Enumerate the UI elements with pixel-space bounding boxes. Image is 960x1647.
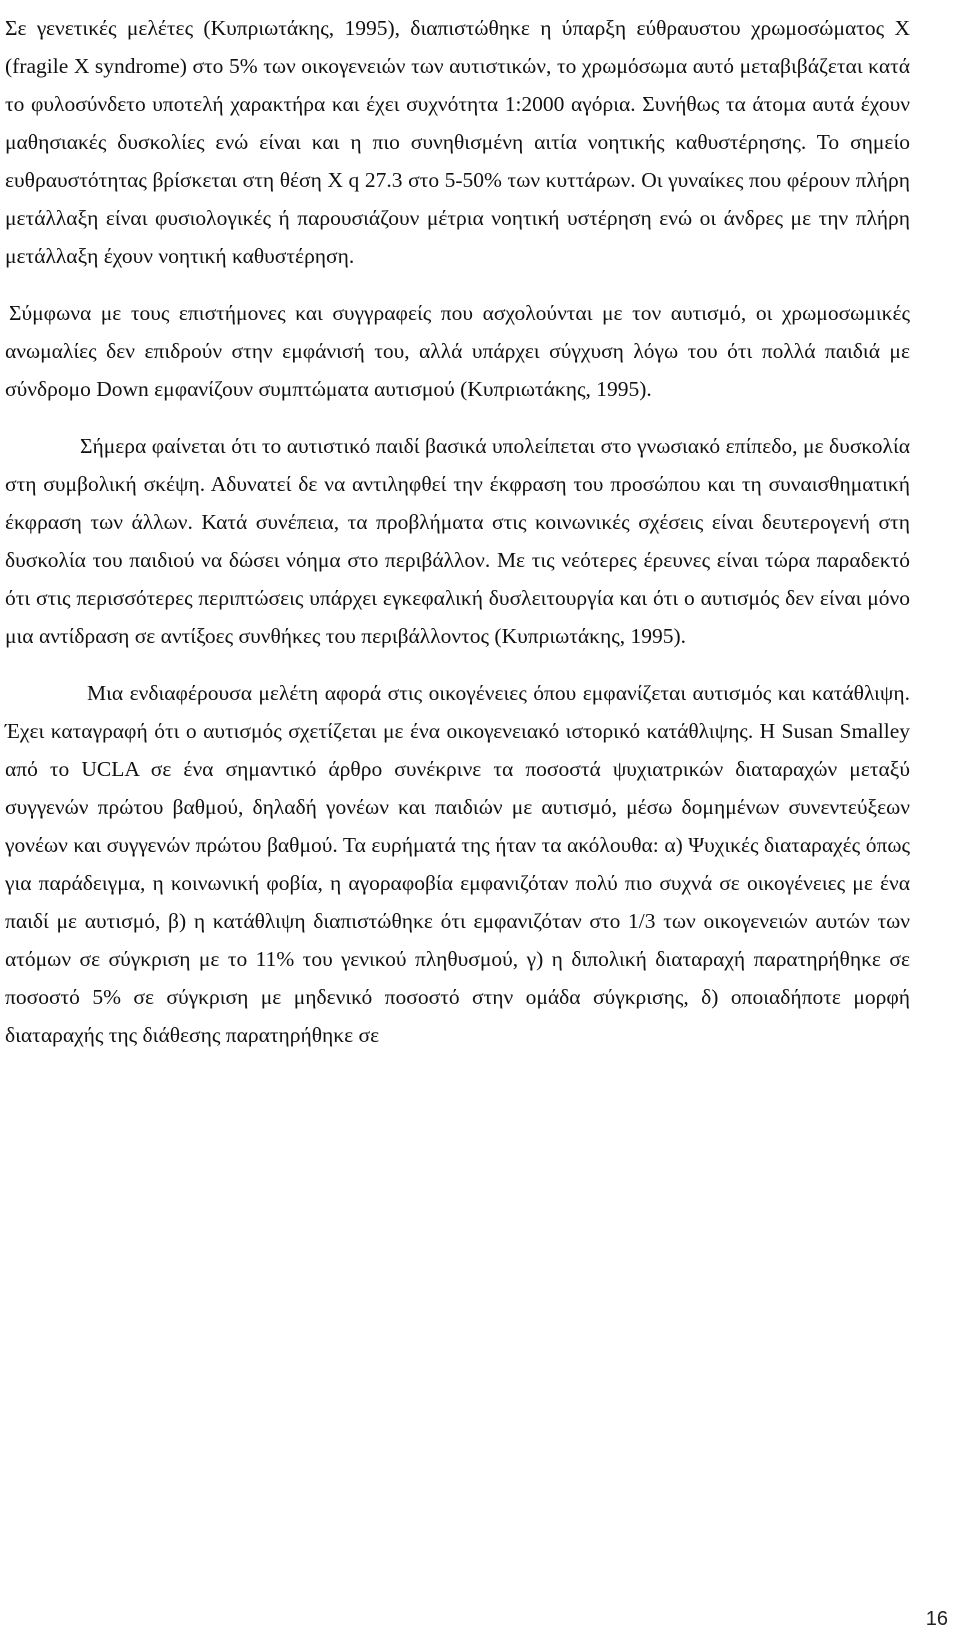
paragraph-family-depression-study: Μια ενδιαφέρουσα μελέτη αφορά στις οικογένειες όπου εμφανίζεται αυτισμός και κατάθλιψη. Έχει καταγραφή ότι ο αυτισμός σχετίζεται με ένα οικογενειακό ιστορικό κατάθλιψης. Η Susan Smalley από το UCLA σε ένα σημαντικό άρθρο συνέκρινε τα ποσοστά ψυχιατρικών διαταραχών μεταξύ συγγενών πρώτου βαθμού, δηλαδή γονέων και παιδιών με αυτισμό, μέσω δομημένων συνεντεύξεων γονέων και συγγενών πρώτου βαθμού. Τα ευρήματά της ήταν τα ακόλουθα: α) Ψυχικές διαταραχές όπως για παράδειγμα, η κοινωνική φοβία, η αγοραφοβία εμφανιζόταν πολύ πιο συχνά σε οικογένειες με ένα παιδί με αυτισμό, β) η κατάθλιψη διαπιστώθηκε ότι εμφανιζόταν στο 1/3 των οικογενειών αυτών των ατόμων σε σύγκριση με το 11% του γενικού πληθυσμού, γ) η διπολική διαταραχή παρατηρήθηκε σε ποσοστό 5% σε σύγκριση με μηδενικό ποσοστό στην ομάδα σύγκρισης, δ) οποιαδήποτε μορφή διαταραχής της διάθεσης παρατηρήθηκε σε — [5, 681, 910, 1047]
page-number: 16 — [925, 1608, 948, 1630]
paragraph-fragile-x: Σε γενετικές μελέτες (Κυπριωτάκης, 1995), διαπιστώθηκε η ύπαρξη εύθραυστου χρωμοσώματος Χ (fragile X syndrome) στο 5% των οικογενειών των αυτιστικών, το χρωμόσωμα αυτό μεταβιβάζεται κατά το φυλοσύνδετο υποτελή χαρακτήρα και έχει συχνότητα 1:2000 αγόρια. Συνήθως τα άτομα αυτά έχουν μαθησιακές δυσκολίες ενώ είναι και η πιο συνηθισμένη αιτία νοητικής καθυστέρησης. Το σημείο ευθραυστότητας βρίσκεται στη θέση X q 27.3 στο 5-50% των κυττάρων. Οι γυναίκες που φέρουν πλήρη μετάλλαξη είναι φυσιολογικές ή παρουσιάζουν μέτρια νοητική υστέρηση ενώ οι άνδρες με την πλήρη μετάλλαξη έχουν νοητική καθυστέρηση. — [5, 16, 910, 268]
paragraph-cognitive-deficit: Σήμερα φαίνεται ότι το αυτιστικό παιδί βασικά υπολείπεται στο γνωσιακό επίπεδο, με δυσκολία στη συμβολική σκέψη. Αδυνατεί δε να αντιληφθεί την έκφραση του προσώπου και τη συναισθηματική έκφραση των άλλων. Κατά συνέπεια, τα προβλήματα στις κοινωνικές σχέσεις είναι δευτερογενή στη δυσκολία του παιδιού να δώσει νόημα στο περιβάλλον. Με τις νεότερες έρευνες είναι τώρα παραδεκτό ότι στις περισσότερες περιπτώσεις υπάρχει εγκεφαλική δυσλειτουργία και ότι ο αυτισμός δεν είναι μόνο μια αντίδραση σε αντίξοες συνθήκες του περιβάλλοντος (Κυπριωτάκης, 1995). — [5, 434, 910, 648]
paragraph-chromosomal-anomalies: Σύμφωνα με τους επιστήμονες και συγγραφείς που ασχολούνται με τον αυτισμό, οι χρωμοσωμικές ανωμαλίες δεν επιδρούν στην εμφάνισή του, αλλά υπάρχει σύγχυση λόγω του ότι πολλά παιδιά με σύνδρομο Down εμφανίζουν συμπτώματα αυτισμού (Κυπριωτάκης, 1995). — [5, 301, 910, 401]
body-text — [5, 0, 910, 1054]
